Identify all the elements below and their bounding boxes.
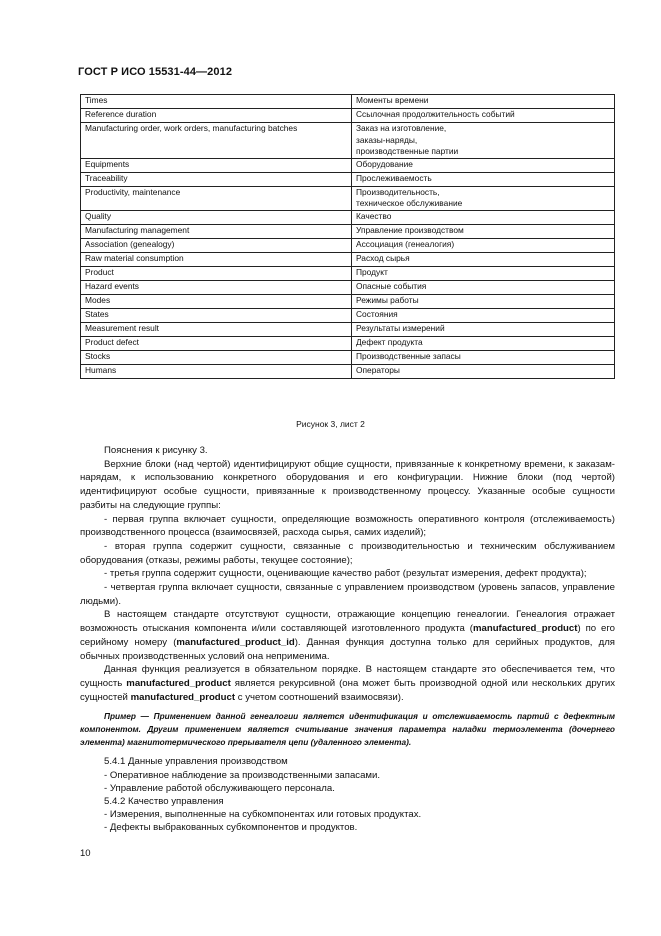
section-item: - Оперативное наблюдение за производственными запасами.: [104, 769, 381, 781]
section-heading-5-4-2: 5.4.2 Качество управления: [104, 795, 224, 807]
list-item-group-1: - первая группа включает сущности, определяющие возможность оперативного контроля (отслеживаемость) производственного процесса (взаимосвязей, расхода сырья, самих изделий);: [80, 513, 615, 539]
term-russian: Дефект продукта: [352, 336, 615, 350]
term-english: Equipments: [81, 158, 352, 172]
section-item: - Измерения, выполненные на субкомпонентах или готовых продуктах.: [104, 809, 422, 821]
term-russian: Режимы работы: [352, 294, 615, 308]
table-row: [81, 172, 615, 186]
term-english: Productivity, maintenance: [81, 186, 352, 210]
page-number: 10: [80, 848, 91, 859]
table-row: [81, 210, 615, 224]
term-russian: Заказ на изготовление, заказы-наряды, производственные партии: [352, 123, 615, 159]
figure-caption: Рисунок 3, лист 2: [296, 419, 365, 429]
table-row: [81, 350, 615, 364]
section-item: - Управление работой обслуживающего персонала.: [104, 782, 335, 794]
table-row: [81, 224, 615, 238]
term-russian: Производительность, техническое обслуживание: [352, 186, 615, 210]
term-russian: Производственные запасы: [352, 350, 615, 364]
term-english: Product defect: [81, 336, 352, 350]
term-english: Manufacturing order, work orders, manufacturing batches: [81, 123, 352, 159]
table-row: [81, 308, 615, 322]
term-russian: Прослеживаемость: [352, 172, 615, 186]
term-english: Manufacturing management: [81, 224, 352, 238]
term-english: States: [81, 308, 352, 322]
term-russian: Результаты измерений: [352, 322, 615, 336]
term-russian: Ассоциация (генеалогия): [352, 238, 615, 252]
list-item-group-3: - третья группа содержит сущности, оценивающие качество работ (результат измерения, дефект продукта);: [104, 568, 587, 580]
table-row: [81, 123, 615, 159]
term-russian: Ссылочная продолжительность событий: [352, 109, 615, 123]
section-5-4: [80, 755, 615, 834]
document-header: ГОСТ Р ИСО 15531-44—2012: [78, 66, 233, 78]
term-english: Times: [81, 95, 352, 109]
entity-id-name: manufactured_product_id: [176, 636, 295, 648]
term-english: Reference duration: [81, 109, 352, 123]
term-russian: Состояния: [352, 308, 615, 322]
term-russian: Качество: [352, 210, 615, 224]
paragraph-genealogy: В настоящем стандарте отсутствуют сущности, отражающие концепцию генеалогии. Генеалогия отражает возможность отыскания компонента и/или составляющей изготовленного продукта (manufactured_product) по его серийному номеру (manufactured_product_id). Данная функция доступна только для серийных продуктов, для обычных производственных условий она неприменима.: [80, 609, 615, 662]
term-russian: Управление производством: [352, 224, 615, 238]
term-english: Hazard events: [81, 280, 352, 294]
term-english: Traceability: [81, 172, 352, 186]
term-english: Raw material consumption: [81, 252, 352, 266]
table-row: [81, 158, 615, 172]
table-row: [81, 336, 615, 350]
table-row: [81, 95, 615, 109]
term-english: Stocks: [81, 350, 352, 364]
term-english: Product: [81, 266, 352, 280]
paragraph-description: Верхние блоки (над чертой) идентифицируют общие сущности, привязанные к конкретному времени, к заказам-нарядам, к использованию конкретного оборудования и его конфигурации. Нижние блоки (под чертой) идентифицируют особые сущности, привязанные к производственному процессу. Указанные особые сущности разбиты на следующие группы:: [80, 458, 615, 511]
term-english: Association (genealogy): [81, 238, 352, 252]
term-english: Modes: [81, 294, 352, 308]
term-english: Humans: [81, 364, 352, 378]
table-row: [81, 109, 615, 123]
table-row: [81, 364, 615, 378]
example-note: Пример — Применением данной генеалогии является идентификация и отслеживаемость партий с дефектным компонентом. Другим применением является считывание значения параметра наладки термоэлемента (дочернего элемента) магнитотермического прерывателя цепи (удаленного элемента).: [80, 711, 615, 748]
table-row: [81, 280, 615, 294]
section-heading-5-4-1: 5.4.1 Данные управления производством: [104, 756, 288, 768]
term-russian: Операторы: [352, 364, 615, 378]
term-russian: Оборудование: [352, 158, 615, 172]
table-row: [81, 186, 615, 210]
table-row: [81, 294, 615, 308]
table-row: [81, 252, 615, 266]
body-text: [80, 444, 615, 835]
entity-name: manufactured_product: [130, 691, 236, 703]
table-row: [81, 266, 615, 280]
paragraph-recursion: Данная функция реализуется в обязательном порядке. В настоящем стандарте это обеспечивается тем, что сущность manufactured_product является рекурсивной (она может быть производной одной или нескольких других сущностей manufactured_product с учетом соотношений взаимосвязи).: [80, 664, 615, 703]
paragraph-intro: Пояснения к рисунку 3.: [104, 445, 208, 456]
list-item-group-2: - вторая группа содержит сущности, связанные с производительностью и техническим обслуживанием оборудования (отказы, режимы работы, текущее состояние);: [80, 540, 615, 566]
term-russian: Моменты времени: [352, 95, 615, 109]
term-russian: Продукт: [352, 266, 615, 280]
section-item: - Дефекты выбракованных субкомпонентов и продуктов.: [104, 822, 358, 834]
table-row: [81, 322, 615, 336]
term-russian: Расход сырья: [352, 252, 615, 266]
table-row: [81, 238, 615, 252]
term-russian: Опасные события: [352, 280, 615, 294]
entity-name: manufactured_product: [126, 677, 231, 689]
entity-name: manufactured_product: [472, 623, 578, 635]
term-english: Measurement result: [81, 322, 352, 336]
term-english: Quality: [81, 210, 352, 224]
term-translation-table: [80, 94, 615, 379]
list-item-group-4: - четвертая группа включает сущности, связанные с управлением производством (уровень запасов, управление людьми).: [80, 582, 615, 607]
